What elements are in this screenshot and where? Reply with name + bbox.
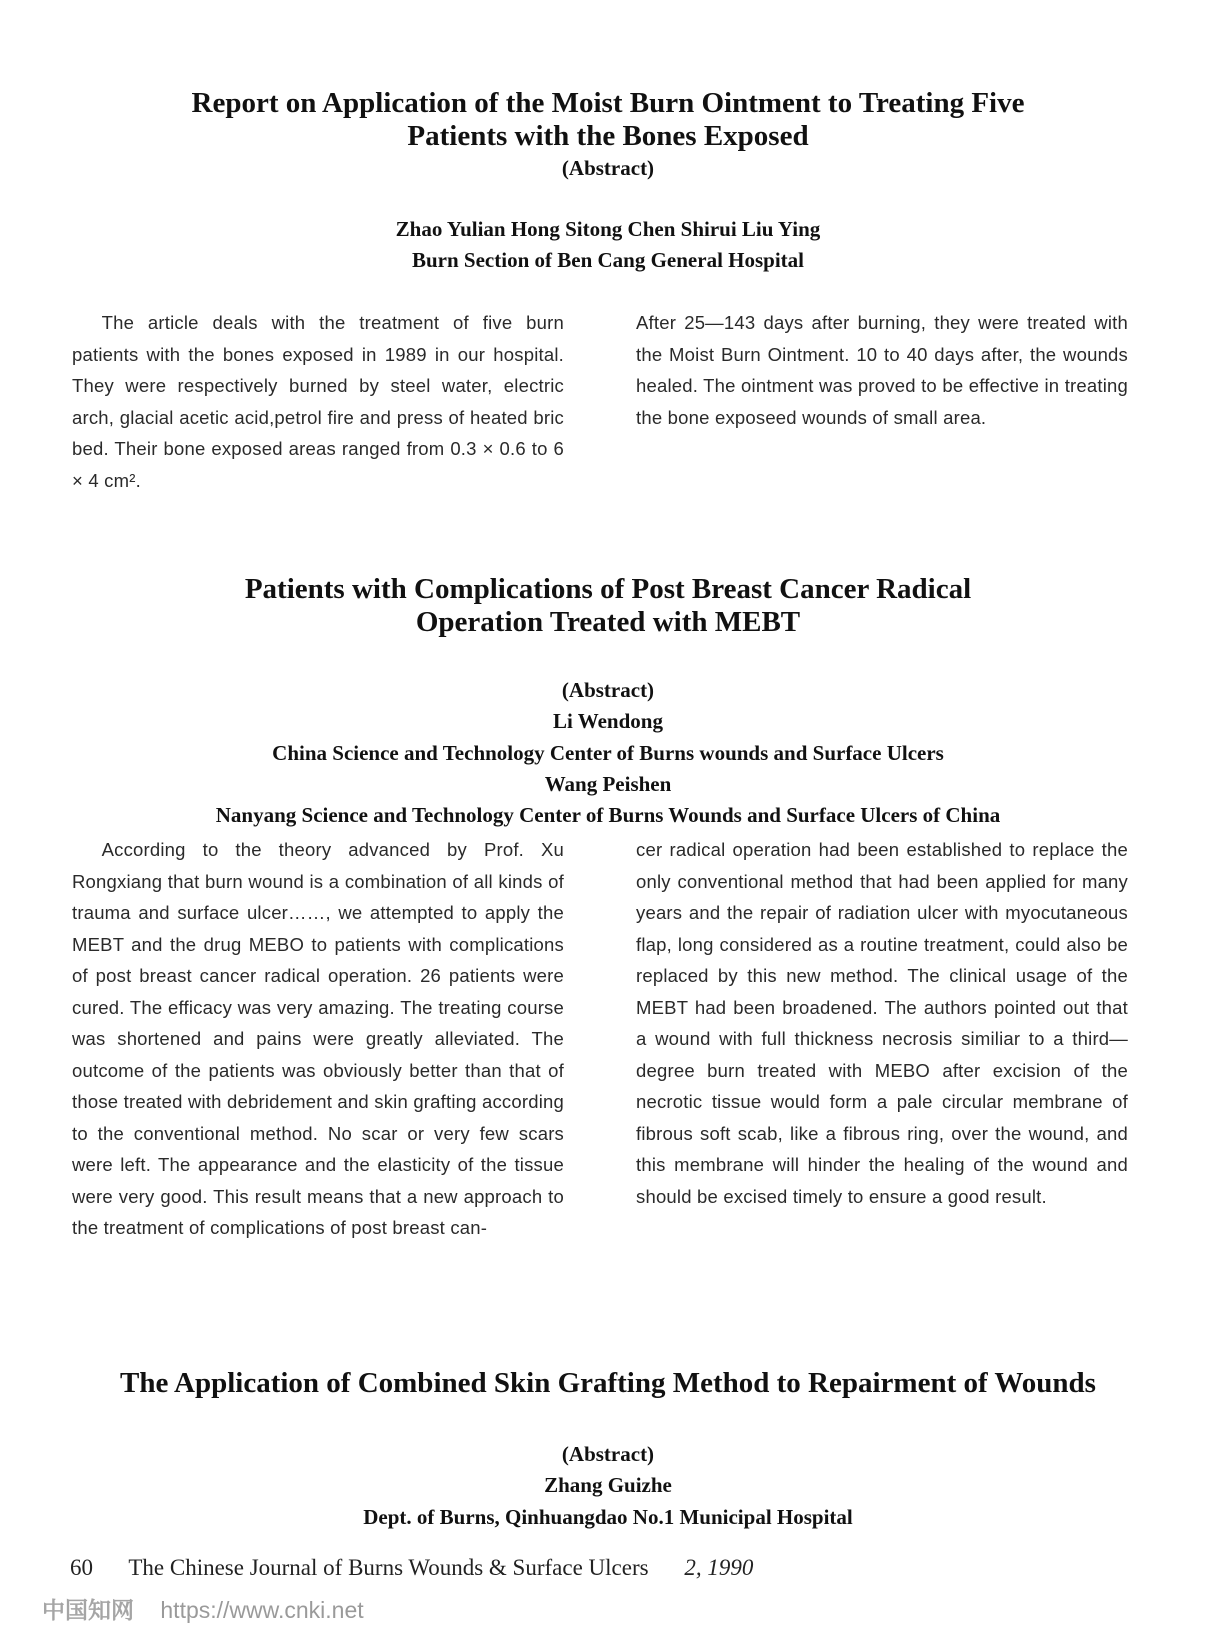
article2-author2: Wang Peishen	[544, 772, 672, 796]
article2-author1: Li Wendong	[553, 709, 663, 733]
article1-title-line1: Report on Application of the Moist Burn Ointment to Treating Five	[191, 87, 1025, 119]
article2-title-line1: Patients with Complications of Post Breast Cancer Radical	[244, 573, 972, 605]
article2-paragraph-left: According to the theory advanced by Prof. Xu Rongxiang that burn wound is a combination of all kinds of trauma and surface ulcer……, we attempted to apply the MEBT and the drug MEBO to patients with complications of post breast cancer radical operation. 26 patients were cured. The efficacy was very amazing. The treating course was shortened and pains were greatly alleviated. The outcome of the patients was obviously better than that of those treated with debridement and skin grafting according to the conventional method. No scar or very few scars were left. The appearance and the elasticity of the tissue were very good. This result means that a new approach to the treatment of complications of post breast can-	[72, 839, 564, 1238]
article3-title-line: The Application of Combined Skin Grafting Method to Repairment of Wounds	[120, 1367, 1096, 1399]
cnki-watermark	[42, 1592, 364, 1625]
article2-body-right	[636, 834, 1128, 1212]
article3-affiliation: Dept. of Burns, Qinhuangdao No.1 Municipal Hospital	[363, 1505, 853, 1529]
article1-title	[60, 87, 1156, 153]
article2-title	[60, 573, 1156, 639]
article1-title-line2: Patients with the Bones Exposed	[407, 120, 809, 152]
issue-info: 2, 1990	[684, 1555, 754, 1580]
article1-affiliation: Burn Section of Ben Cang General Hospital	[411, 248, 805, 272]
cnki-logo: 中国知网	[42, 1597, 134, 1623]
page-number: 60	[70, 1555, 93, 1580]
page-footer	[70, 1555, 753, 1581]
article1-paragraph-right: After 25—143 days after burning, they were treated with the Moist Burn Ointment. 10 to 40 days after, the wounds healed. The ointment was proved to be effective in treating the bone exposeed wounds of small area.	[636, 312, 1128, 428]
article1-authors: Zhao Yulian Hong Sitong Chen Shirui Liu Ying	[395, 217, 821, 241]
article1-body-right	[636, 307, 1128, 433]
journal-name: The Chinese Journal of Burns Wounds & Surface Ulcers	[128, 1555, 649, 1580]
article2-body-left	[72, 834, 564, 1244]
article1-abstract-label: (Abstract)	[561, 156, 655, 180]
article2-affiliation1: China Science and Technology Center of Burns wounds and Surface Ulcers	[272, 741, 944, 765]
article3-title	[60, 1367, 1156, 1400]
article2-abstract-label: (Abstract)	[561, 678, 655, 702]
article2-affiliation2: Nanyang Science and Technology Center of Burns Wounds and Surface Ulcers of China	[215, 803, 1001, 827]
cnki-url: https://www.cnki.net	[160, 1597, 364, 1623]
article3-author: Zhang Guizhe	[544, 1473, 672, 1497]
article1-body-left	[72, 307, 564, 496]
article3-abstract-label: (Abstract)	[561, 1442, 655, 1466]
article2-title-line2: Operation Treated with MEBT	[415, 606, 801, 638]
article2-paragraph-right: cer radical operation had been established to replace the only conventional method that had been applied for many years and the repair of radiation ulcer with myocutaneous flap, long considered as a routine treatment, could also be replaced by this new method. The clinical usage of the MEBT had been broadened. The authors pointed out that a wound with full thickness necrosis similiar to a third—degree burn treated with MEBO after excision of the necrotic tissue would form a pale circular membrane of fibrous soft scab, like a fibrous ring, over the wound, and this membrane will hinder the healing of the wound and should be excised timely to ensure a good result.	[636, 839, 1128, 1207]
article1-paragraph-left: The article deals with the treatment of five burn patients with the bones exposed in 1989 in our hospital. They were respectively burned by steel water, electric arch, glacial acetic acid,petrol fire and press of heated bric bed. Their bone exposed areas ranged from 0.3 × 0.6 to 6 × 4 cm².	[72, 312, 564, 491]
